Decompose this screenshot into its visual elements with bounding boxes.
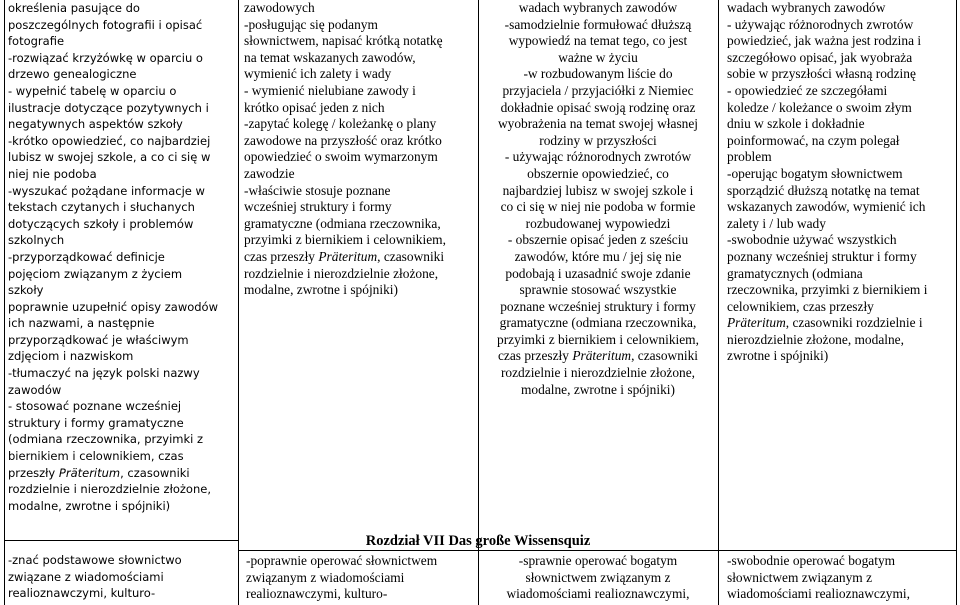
text-line: na temat wskazanych zawodów, — [244, 49, 416, 65]
text-line: -samodzielnie formułować dłuższą — [504, 16, 692, 32]
text-line: - używając różnorodnych zwrotów — [727, 16, 914, 32]
text-line: związane z wiadomościami — [8, 569, 164, 584]
text-line: celownikiem, czas przeszły — [727, 298, 874, 314]
text-line: określenia pasujące do — [8, 1, 140, 15]
text-line: dotyczących szkoły i problemów — [8, 216, 194, 231]
text-line: sprawnie stosować wszystkie — [519, 282, 677, 298]
text-line: rozbudowanej wypowiedzi — [525, 215, 671, 231]
text-line: sporządzić dłuższą notatkę na temat — [727, 182, 920, 198]
col2-cell — [244, 0, 476, 299]
text-line: modalne, zwrotne i spójniki) — [8, 498, 171, 513]
text-span: , czasowniki — [120, 465, 190, 480]
text-line: zawodzie — [244, 165, 295, 181]
table-border-col2 — [238, 0, 239, 605]
italic-term: Präteritum — [572, 348, 632, 364]
text-line: -właściwie stosuje poznane — [244, 182, 391, 198]
text-line: zdjęciom i nazwiskom — [8, 349, 134, 364]
text-line — [8, 465, 234, 482]
text-line: realioznawczymi, kulturo- — [8, 586, 156, 601]
text-line: zawodów, które mu / jej się nie — [514, 248, 682, 264]
text-line: powiedzieć, jak ważna jest rodzina i — [727, 33, 922, 49]
text-line: problem — [727, 149, 772, 165]
text-line: rozdzielnie i nierozdzielnie złożone, — [244, 265, 439, 281]
bottom-col2-cell — [246, 553, 476, 603]
text-line: -przyporządkować definicje — [8, 249, 165, 264]
text-line: rozdzielnie i nierozdzielnie złożone, — [500, 365, 696, 381]
text-line: -posługując się podanym — [244, 16, 378, 32]
text-line: poinformować, na czym polegał — [727, 132, 900, 148]
italic-term: Präteritum — [58, 465, 121, 480]
text-line: szkolnych — [8, 233, 65, 248]
text-line: gramatyczne (odmiana rzeczownika, — [244, 215, 441, 231]
text-span: , czasowniki rozdzielnie i — [785, 315, 923, 331]
cell-divider-col1 — [4, 540, 238, 541]
text-span: czas przeszły — [497, 348, 573, 364]
text-span: , czasowniki — [631, 348, 699, 364]
text-line: -krótko opowiedzieć, co najbardziej — [8, 133, 211, 148]
bottom-col1-cell — [8, 552, 234, 602]
text-line: negatywnych aspektów szkoły — [8, 117, 183, 132]
text-line: ich nazwami, a następnie — [8, 316, 155, 331]
text-line: przyimki z biernikiem i celownikiem, — [497, 331, 699, 347]
bottom-col3-cell — [480, 553, 716, 603]
text-line: wadach wybranych zawodów — [518, 0, 678, 15]
text-line: - opowiedzieć ze szczegółami — [727, 82, 888, 98]
text-line: -sprawnie operować bogatym — [518, 553, 678, 568]
text-line: -wyszukać pożądane informacje w — [8, 183, 205, 198]
text-line: gramatycznych (odmiana — [727, 265, 863, 281]
chapter-heading: Rozdział VII Das große Wissensquiz — [365, 533, 591, 549]
text-line: wypowiedź na temat tego, co jest — [508, 33, 688, 49]
text-line: wadach wybranych zawodów — [727, 0, 886, 15]
table-border-col3 — [478, 0, 479, 605]
text-line: - stosować poznane wcześniej — [8, 399, 182, 414]
text-line: wiadomościami realioznawczymi, — [727, 586, 910, 602]
text-line: wskazanych zawodów, wymienić ich — [727, 199, 926, 215]
text-line: najbardziej lubisz w swojej szkole i — [502, 182, 694, 198]
text-line: poznane wcześniej struktury i formy — [500, 298, 696, 314]
italic-term: Präteritum — [318, 248, 378, 264]
table-border-right — [956, 0, 957, 605]
text-line: tekstach czytanych i słuchanych — [8, 200, 195, 215]
text-line: przyimki z biernikiem i celownikiem, — [244, 232, 446, 248]
text-line: poprawnie uzupełnić opisy zawodów — [8, 299, 218, 314]
col3-cell — [480, 0, 716, 398]
text-line: zawodowe na przyszłość oraz krótko — [244, 132, 442, 148]
text-line: (odmiana rzeczownika, przyimki z — [8, 432, 204, 447]
text-line: modalne, zwrotne i spójniki) — [244, 282, 398, 298]
text-line: fotografie — [8, 34, 65, 49]
table-border-col4 — [718, 0, 719, 605]
text-line: rodziny w przyszłości — [539, 132, 657, 148]
text-line: obszernie opowiedzieć, co — [527, 165, 669, 181]
table-border-left — [4, 0, 5, 605]
text-line: -swobodnie używać wszystkich — [727, 232, 897, 248]
text-line: ważne w życiu — [558, 49, 638, 65]
text-line: koledze / koleżance o swoim złym — [727, 99, 912, 115]
text-line — [727, 315, 955, 332]
text-line — [244, 249, 476, 266]
text-line: -poprawnie operować słownictwem — [246, 553, 438, 568]
bottom-col4-cell — [727, 553, 955, 603]
text-line: sobie w przyszłości własną rodzinę — [727, 66, 916, 82]
text-line: drzewo genealogiczne — [8, 67, 137, 82]
text-line: realioznawczymi, kulturo- — [246, 586, 388, 602]
text-line: biernikiem i celownikiem, czas — [8, 449, 184, 464]
text-line: poznany wcześniej struktur i formy — [727, 248, 917, 264]
text-line: niej nie podoba — [8, 166, 97, 181]
text-span: przeszły — [8, 465, 59, 480]
text-line: gramatyczne (odmiana rzeczownika, — [499, 315, 697, 331]
text-line: - używając różnorodnych zwrotów — [504, 149, 692, 165]
text-line: zwrotne i spójniki) — [727, 348, 829, 364]
text-line: lubisz w swojej szkole, a co ci się w — [8, 150, 211, 165]
text-line: wyobrażenia na temat swojej własnej — [497, 116, 699, 132]
text-line: -operując bogatym słownictwem — [727, 165, 903, 181]
text-line — [480, 348, 716, 365]
text-line: słownictwem, napisać krótką notatkę — [244, 33, 443, 49]
text-line: wymienić ich zalety i wady — [244, 66, 392, 82]
text-line: modalne, zwrotne i spójniki) — [521, 381, 675, 397]
text-line: - wypełnić tabelę w oparciu o — [8, 83, 177, 98]
text-line: zawodowych — [244, 0, 315, 15]
col4-cell — [727, 0, 955, 365]
text-line: dokładnie opisać swoją rodzinę oraz — [500, 99, 696, 115]
text-line: słownictwem związanym z — [525, 569, 671, 585]
text-line: dniu w szkole i dokładnie — [727, 116, 865, 132]
text-line: -tłumaczyć na język polski nazwy — [8, 366, 200, 381]
text-line: szczegółowo opisać, jak wyobraża — [727, 49, 913, 65]
text-line: słownictwem związanym z — [727, 569, 873, 585]
text-line: podobają i uzasadnić swoje zdanie — [505, 265, 691, 281]
heading-divider — [238, 550, 957, 551]
text-line: wiadomościami realioznawczymi, — [506, 586, 690, 602]
text-line: -rozwiązać krzyżówkę w oparciu o — [8, 50, 203, 65]
text-line: nierozdzielnie złożone, modalne, — [727, 331, 904, 347]
text-line: ilustracje dotyczące pozytywnych i — [8, 100, 209, 115]
text-line: przyjaciela / przyjaciółki z Niemiec — [502, 82, 694, 98]
text-line: rzeczownika, przyimki z biernikiem i — [727, 282, 928, 298]
text-line: -swobodnie operować bogatym — [727, 553, 896, 568]
text-line: -zapytać kolegę / koleżankę o plany — [244, 116, 437, 132]
text-line: -znać podstawowe słownictwo — [8, 553, 182, 567]
italic-term: Präteritum — [727, 315, 786, 331]
text-line: rozdzielnie i nierozdzielnie złożone, — [8, 482, 211, 497]
text-line: związanym z wiadomościami — [246, 569, 405, 585]
text-line: szkoły — [8, 283, 44, 298]
text-span: , czasowniki — [377, 248, 445, 264]
text-line: wcześniej struktury i formy — [244, 199, 392, 215]
text-line: - obszernie opisać jeden z sześciu — [507, 232, 689, 248]
text-line: opowiedzieć o swoim wymarzonym — [244, 149, 438, 165]
text-line: co ci się w niej nie podoba w formie — [500, 199, 696, 215]
text-line: struktury i formy gramatyczne — [8, 415, 184, 430]
text-line: zalety i / lub wady — [727, 215, 826, 231]
text-line: - wymienić nielubiane zawody i — [244, 82, 416, 98]
col1-cell — [8, 0, 234, 514]
text-span: czas przeszły — [244, 248, 319, 264]
text-line: krótko opisać jeden z nich — [244, 99, 385, 115]
text-line: poszczególnych fotografii i opisać — [8, 17, 203, 32]
text-line: -w rozbudowanym liście do — [523, 66, 673, 82]
text-line: przyporządkować je właściwym — [8, 332, 189, 347]
text-line: pojęciom związanym z życiem — [8, 266, 183, 281]
text-line: zawodów — [8, 382, 62, 397]
